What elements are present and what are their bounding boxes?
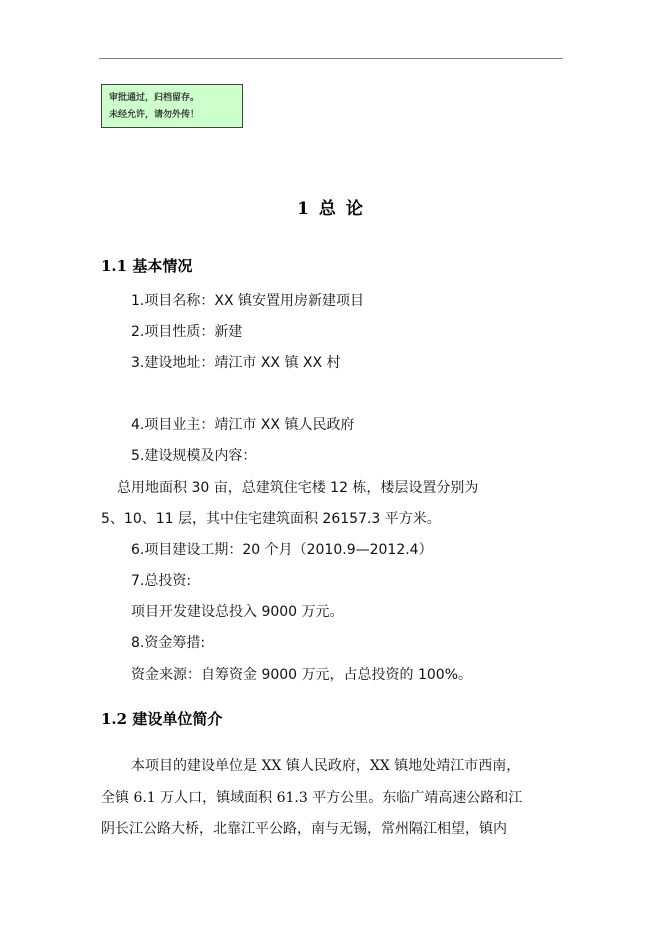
section-heading-1-2: 1.2 建设单位简介 [101,710,223,728]
scale-detail-line-1: 总用地面积 30 亩，总建筑住宅楼 12 栋，楼层设置分别为 [117,480,479,496]
item-project-owner: 4.项目业主：靖江市 XX 镇人民政府 [131,417,355,433]
scale-detail-line-2: 5、10、11 层，其中住宅建筑面积 26157.3 平方米。 [101,511,441,527]
item-total-investment: 7.总投资: [131,573,192,589]
item-fund-raising: 8.资金筹措: [131,635,206,651]
intro-paragraph-line-1: 本项目的建设单位是 XX 镇人民政府，XX 镇地处靖江市西南， [131,758,521,774]
fund-source-detail: 资金来源：自筹资金 9000 万元，占总投资的 100%。 [131,667,473,683]
investment-detail: 项目开发建设总投入 9000 万元。 [131,604,344,620]
section-heading-1-1: 1.1 基本情况 [101,257,193,275]
item-construction-period: 6.项目建设工期：20 个月（2010.9—2012.4） [131,542,433,558]
notice-line-2: 未经允许，请勿外传！ [109,110,200,120]
item-scale-content: 5.建设规模及内容： [131,448,257,464]
notice-line-1: 审批通过，归档留存。 [109,93,200,103]
item-construction-site: 3.建设地址：靖江市 XX 镇 XX 村 [131,355,341,371]
approval-notice-box [101,84,243,128]
item-project-nature: 2.项目性质：新建 [131,324,243,340]
item-project-name: 1.项目名称：XX 镇安置用房新建项目 [131,293,364,309]
header-rule [99,58,563,59]
chapter-title: 1 总 论 [297,199,365,219]
intro-paragraph-line-2: 全镇 6.1 万人口，镇域面积 61.3 平方公里。东临广靖高速公路和江 [101,790,523,806]
intro-paragraph-line-3: 阴长江公路大桥，北靠江平公路，南与无锡，常州隔江相望，镇内 [101,821,507,837]
